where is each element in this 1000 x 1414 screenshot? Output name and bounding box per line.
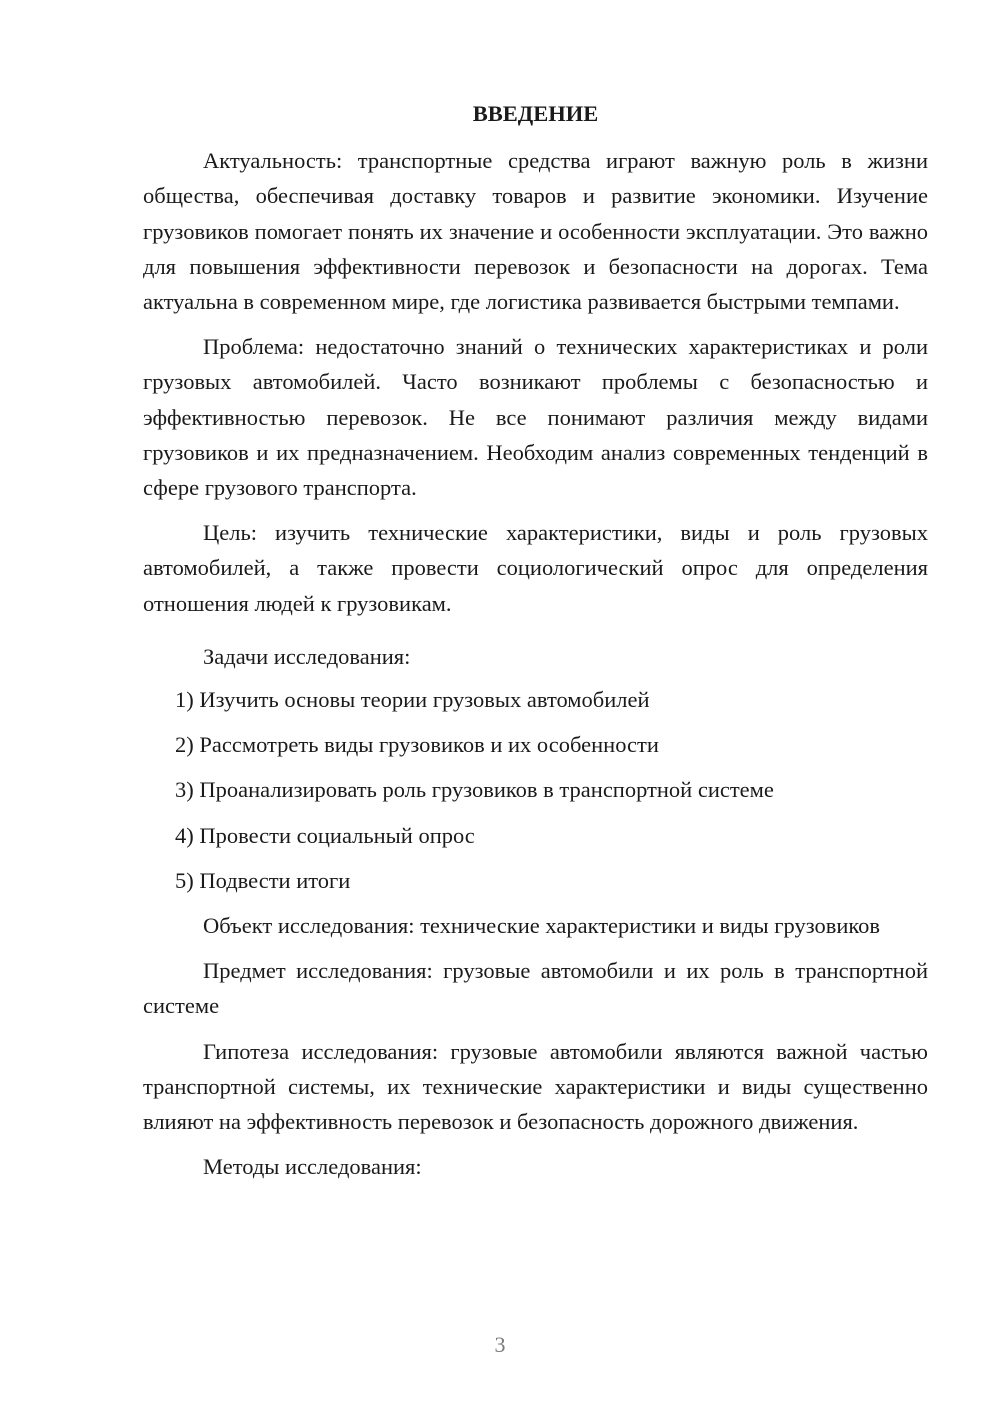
task-item-2: 2) Рассмотреть виды грузовиков и их особенности	[175, 732, 659, 758]
page-content	[143, 96, 928, 1194]
tasks-header: Задачи исследования:	[203, 643, 411, 669]
task-item-4: 4) Провести социальный опрос	[175, 822, 475, 848]
task-item-1: 1) Изучить основы теории грузовых автомобилей	[175, 687, 650, 713]
paragraph-goal: Цель: изучить технические характеристики, виды и роль грузовых автомобилей, а также провести социологический опрос для определения отношения людей к грузовикам.	[143, 520, 928, 616]
paragraph-object: Объект исследования: технические характеристики и виды грузовиков	[203, 913, 881, 939]
paragraph-relevance: Актуальность: транспортные средства играют важную роль в жизни общества, обеспечивая доставку товаров и развитие экономики. Изучение грузовиков помогает понять их значение и особенности эксплуатации. Это важно для повышения эффективности перевозок и безопасности на дорогах. Тема актуальна в современном мире, где логистика развивается быстрыми темпами.	[143, 148, 928, 315]
paragraph-subject: Предмет исследования: грузовые автомобили и их роль в транспортной системе	[143, 958, 928, 1019]
page-number: 3	[494, 1332, 506, 1357]
paragraph-problem: Проблема: недостаточно знаний о технических характеристиках и роли грузовых автомобилей. Часто возникают проблемы с безопасностью и эффективностью перевозок. Не все понимают различия между видами грузовиков и их предназначением. Необходим анализ современных тенденций в сфере грузового транспорта.	[143, 334, 928, 501]
task-item-5: 5) Подвести итоги	[175, 867, 351, 893]
tasks-list	[143, 682, 928, 898]
paragraph-hypothesis: Гипотеза исследования: грузовые автомобили являются важной частью транспортной системы, их технические характеристики и виды существенно влияют на эффективность перевозок и безопасность дорожного движения.	[143, 1038, 928, 1135]
task-item-3: 3) Проанализировать роль грузовиков в транспортной системе	[175, 777, 774, 803]
page-title: ВВЕДЕНИЕ	[472, 101, 599, 126]
methods-header: Методы исследования:	[203, 1154, 422, 1180]
